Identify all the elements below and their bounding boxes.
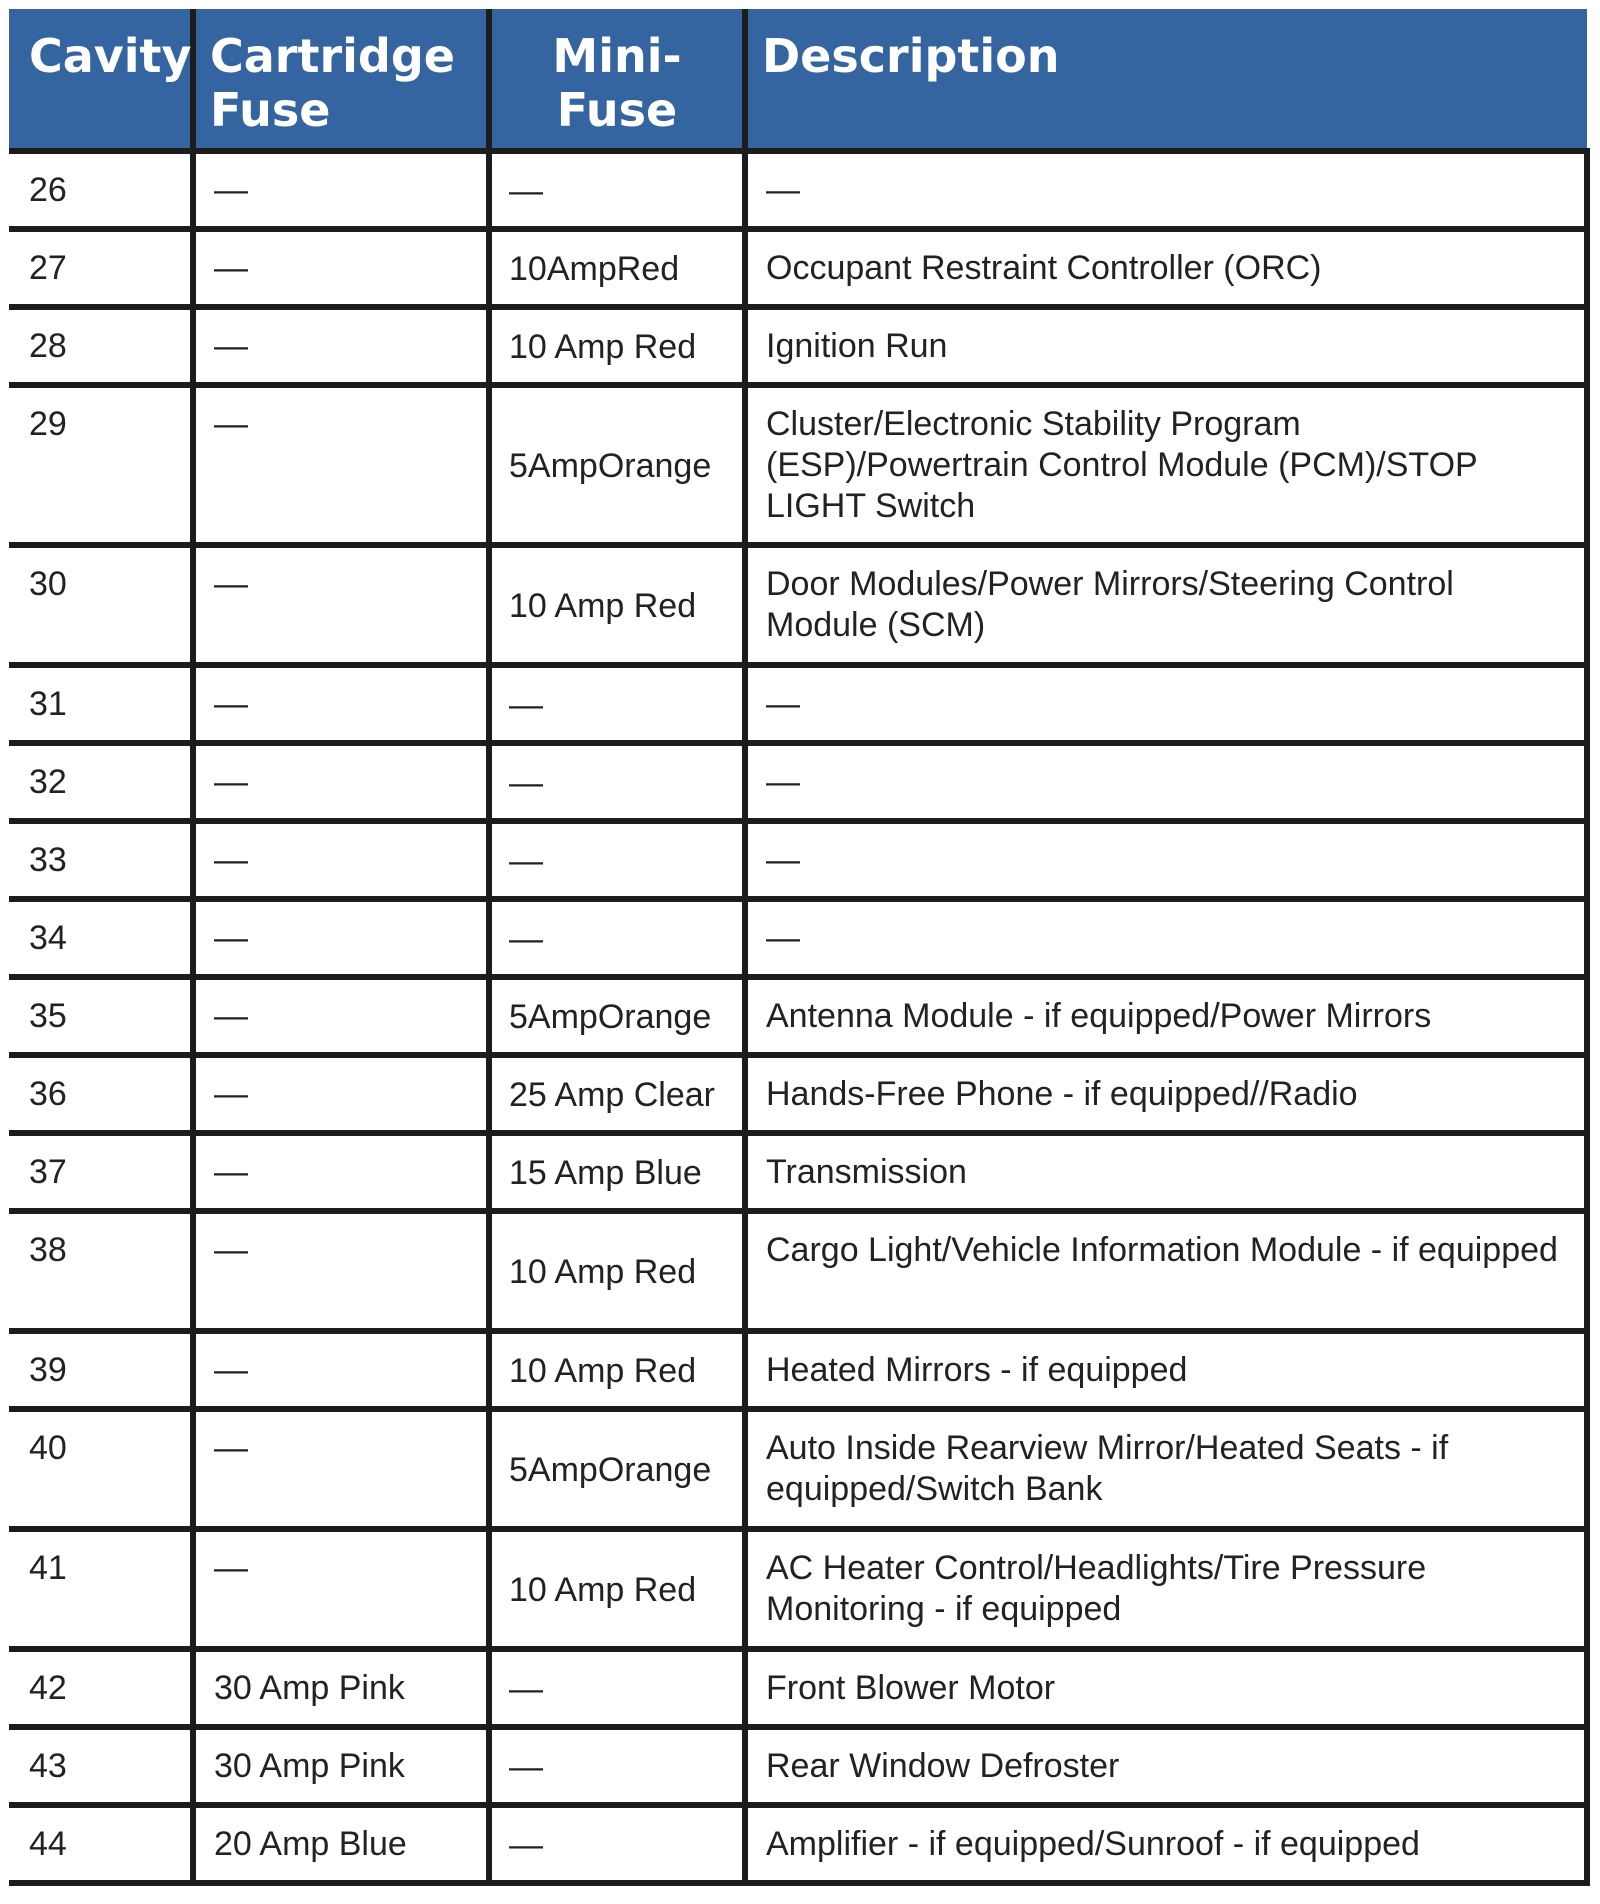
description-cell: Amplifier - if equipped/Sunroof - if equipped (745, 1805, 1587, 1883)
table-row (9, 385, 1587, 545)
description-cell: Antenna Module - if equipped/Power Mirrors (745, 977, 1587, 1055)
cavity-cell: 29 (9, 385, 193, 545)
cavity-cell: 43 (9, 1727, 193, 1805)
cavity-cell: 41 (9, 1529, 193, 1649)
table-row (9, 1211, 1587, 1331)
description-cell: Occupant Restraint Controller (ORC) (745, 229, 1587, 307)
table-row (9, 1529, 1587, 1649)
description-cell: Cargo Light/Vehicle Information Module - if equipped (745, 1211, 1587, 1331)
mini-fuse-cell: — (489, 151, 745, 229)
header-mini-fuse: Mini- Fuse (489, 9, 745, 151)
description-cell: Door Modules/Power Mirrors/Steering Control Module (SCM) (745, 545, 1587, 665)
mini-fuse-cell: — (489, 665, 745, 743)
description-cell: — (745, 665, 1587, 743)
cavity-cell: 28 (9, 307, 193, 385)
description-cell: Rear Window Defroster (745, 1727, 1587, 1805)
description-cell: Auto Inside Rearview Mirror/Heated Seats - if equipped/Switch Bank (745, 1409, 1587, 1529)
table-row (9, 1409, 1587, 1529)
cavity-cell: 33 (9, 821, 193, 899)
cartridge-cell: — (193, 229, 489, 307)
description-cell: Front Blower Motor (745, 1649, 1587, 1727)
cartridge-cell: — (193, 977, 489, 1055)
mini-fuse-cell: 25 Amp Clear (489, 1055, 745, 1133)
cartridge-cell: — (193, 1133, 489, 1211)
cavity-cell: 27 (9, 229, 193, 307)
mini-fuse-cell: — (489, 1649, 745, 1727)
cartridge-cell: — (193, 1529, 489, 1649)
table-row (9, 821, 1587, 899)
table-row (9, 307, 1587, 385)
cartridge-cell: — (193, 899, 489, 977)
cartridge-cell: — (193, 665, 489, 743)
table-row (9, 665, 1587, 743)
mini-fuse-cell: — (489, 1805, 745, 1883)
cartridge-cell: — (193, 1409, 489, 1529)
mini-fuse-cell: 5AmpOrange (489, 977, 745, 1055)
cartridge-cell: 30 Amp Pink (193, 1649, 489, 1727)
mini-fuse-cell: 10 Amp Red (489, 307, 745, 385)
description-cell: Cluster/Electronic Stability Program (ESP)/Powertrain Control Module (PCM)/STOP LIGHT Switch (745, 385, 1587, 545)
mini-fuse-cell: 15 Amp Blue (489, 1133, 745, 1211)
cavity-cell: 26 (9, 151, 193, 229)
cavity-cell: 44 (9, 1805, 193, 1883)
description-cell: Heated Mirrors - if equipped (745, 1331, 1587, 1409)
cartridge-cell: — (193, 151, 489, 229)
cavity-cell: 34 (9, 899, 193, 977)
mini-fuse-cell: 10 Amp Red (489, 545, 745, 665)
description-cell: Transmission (745, 1133, 1587, 1211)
cartridge-cell: — (193, 821, 489, 899)
cavity-cell: 35 (9, 977, 193, 1055)
header-description: Description (745, 9, 1587, 151)
description-cell: — (745, 899, 1587, 977)
description-cell: Ignition Run (745, 307, 1587, 385)
cartridge-cell: — (193, 743, 489, 821)
cartridge-cell: — (193, 385, 489, 545)
mini-fuse-cell: — (489, 1727, 745, 1805)
fuse-table (9, 9, 1590, 1886)
mini-fuse-cell: — (489, 899, 745, 977)
cavity-cell: 36 (9, 1055, 193, 1133)
table-row (9, 1727, 1587, 1805)
cartridge-cell: 30 Amp Pink (193, 1727, 489, 1805)
cartridge-cell: — (193, 545, 489, 665)
mini-fuse-cell: 10 Amp Red (489, 1331, 745, 1409)
cartridge-cell: — (193, 307, 489, 385)
mini-fuse-cell: — (489, 821, 745, 899)
mini-fuse-cell: 10 Amp Red (489, 1529, 745, 1649)
header-cavity: Cavity (9, 9, 193, 151)
table-row (9, 977, 1587, 1055)
cartridge-cell: 20 Amp Blue (193, 1805, 489, 1883)
table-row (9, 151, 1587, 229)
table-row (9, 1649, 1587, 1727)
table-row (9, 229, 1587, 307)
description-cell: — (745, 151, 1587, 229)
cavity-cell: 39 (9, 1331, 193, 1409)
description-cell: AC Heater Control/Headlights/Tire Pressure Monitoring - if equipped (745, 1529, 1587, 1649)
mini-fuse-cell: 5AmpOrange (489, 385, 745, 545)
cartridge-cell: — (193, 1055, 489, 1133)
cartridge-cell: — (193, 1331, 489, 1409)
header-cartridge-fuse: Cartridge Fuse (193, 9, 489, 151)
cavity-cell: 42 (9, 1649, 193, 1727)
cavity-cell: 38 (9, 1211, 193, 1331)
description-cell: — (745, 743, 1587, 821)
table-row (9, 1133, 1587, 1211)
table-row (9, 899, 1587, 977)
description-cell: Hands-Free Phone - if equipped//Radio (745, 1055, 1587, 1133)
cavity-cell: 31 (9, 665, 193, 743)
mini-fuse-cell: 10AmpRed (489, 229, 745, 307)
mini-fuse-cell: 10 Amp Red (489, 1211, 745, 1331)
header-row (9, 9, 1587, 151)
cavity-cell: 37 (9, 1133, 193, 1211)
table-row (9, 545, 1587, 665)
mini-fuse-cell: — (489, 743, 745, 821)
cavity-cell: 40 (9, 1409, 193, 1529)
cavity-cell: 30 (9, 545, 193, 665)
table-row (9, 743, 1587, 821)
mini-fuse-cell: 5AmpOrange (489, 1409, 745, 1529)
cavity-cell: 32 (9, 743, 193, 821)
table-row (9, 1805, 1587, 1883)
description-cell: — (745, 821, 1587, 899)
table-row (9, 1331, 1587, 1409)
cartridge-cell: — (193, 1211, 489, 1331)
table-row (9, 1055, 1587, 1133)
